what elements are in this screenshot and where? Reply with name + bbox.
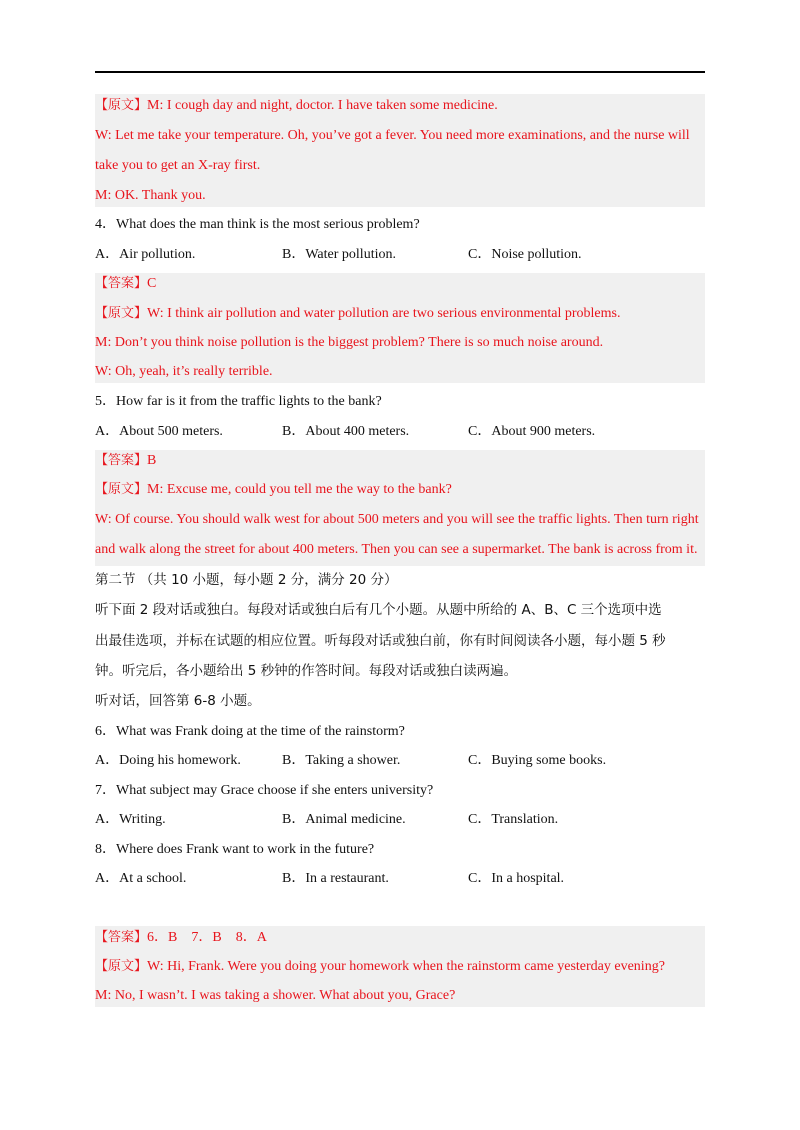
option-b: B．In a restaurant. — [282, 871, 389, 886]
transcript-line: M: No, I wasn’t. I was taking a shower. What about you, Grace? — [95, 988, 456, 1003]
transcript-line: W: Of course. You should walk west for about 500 meters and you will see the traffic lights. Then turn right — [95, 512, 699, 527]
answer-line: 【答案】B — [95, 453, 157, 468]
option-c: C．Translation. — [468, 812, 559, 827]
question-6: 6．What was Frank doing at the time of the rainstorm? — [95, 724, 405, 739]
option-b: B．Animal medicine. — [282, 812, 406, 827]
question-8: 8．Where does Frank want to work in the future? — [95, 842, 375, 857]
option-b: B．Water pollution. — [282, 247, 396, 262]
option-a: A．About 500 meters. — [95, 424, 223, 439]
instructions-line: 听下面 2 段对话或独白。每段对话或独白后有几个小题。从题中所给的 A、B、C 三个选项中选 — [95, 602, 662, 618]
question-7-options — [95, 809, 710, 831]
transcript-line: 【原文】M: I cough day and night, doctor. I have taken some medicine. — [95, 98, 498, 113]
transcript-line: 【原文】W: I think air pollution and water pollution are two serious environmental problems. — [95, 306, 621, 321]
transcript-line: W: Let me take your temperature. Oh, you’ve got a fever. You need more examinations, and the nurse will — [95, 128, 690, 143]
instructions-line: 出最佳选项，并标在试题的相应位置。听每段对话或独白前，你有时间阅读各小题，每小题 5 秒 — [95, 633, 666, 649]
transcript-line: 【原文】W: Hi, Frank. Were you doing your homework when the rainstorm came yesterday evening? — [95, 959, 665, 974]
question-5: 5．How far is it from the traffic lights to the bank? — [95, 394, 382, 409]
answer-line: 【答案】C — [95, 276, 157, 291]
option-a: A．At a school. — [95, 871, 187, 886]
option-a: A．Air pollution. — [95, 247, 196, 262]
transcript-line: M: OK. Thank you. — [95, 188, 206, 203]
option-c: C．In a hospital. — [468, 871, 565, 886]
question-4-options — [95, 244, 710, 266]
question-6-options — [95, 750, 710, 772]
question-5-options — [95, 421, 710, 443]
transcript-line: 【原文】M: Excuse me, could you tell me the way to the bank? — [95, 482, 452, 497]
transcript-line: and walk along the street for about 400 meters. Then you can see a supermarket. The bank is across from it. — [95, 542, 698, 557]
question-8-options — [95, 868, 710, 890]
section-title: 第二节 （共 10 小题，每小题 2 分，满分 20 分） — [95, 572, 398, 588]
instructions-line: 听对话，回答第 6-8 小题。 — [95, 693, 261, 709]
transcript-line: take you to get an X-ray first. — [95, 158, 261, 173]
option-c: C．Buying some books. — [468, 753, 607, 768]
transcript-line: M: Don’t you think noise pollution is the biggest problem? There is so much noise around. — [95, 335, 604, 350]
transcript-line: W: Oh, yeah, it’s really terrible. — [95, 364, 273, 379]
instructions-line: 钟。听完后，各小题给出 5 秒钟的作答时间。每段对话或独白读两遍。 — [95, 663, 518, 679]
option-b: B．About 400 meters. — [282, 424, 410, 439]
option-a: A．Doing his homework. — [95, 753, 241, 768]
option-c: C．About 900 meters. — [468, 424, 596, 439]
question-4: 4．What does the man think is the most serious problem? — [95, 217, 420, 232]
option-a: A．Writing. — [95, 812, 166, 827]
answer-line: 【答案】6．B 7．B 8．A — [95, 930, 267, 945]
question-7: 7．What subject may Grace choose if she enters university? — [95, 783, 434, 798]
option-c: C．Noise pollution. — [468, 247, 582, 262]
header-rule — [95, 71, 705, 73]
option-b: B．Taking a shower. — [282, 753, 401, 768]
